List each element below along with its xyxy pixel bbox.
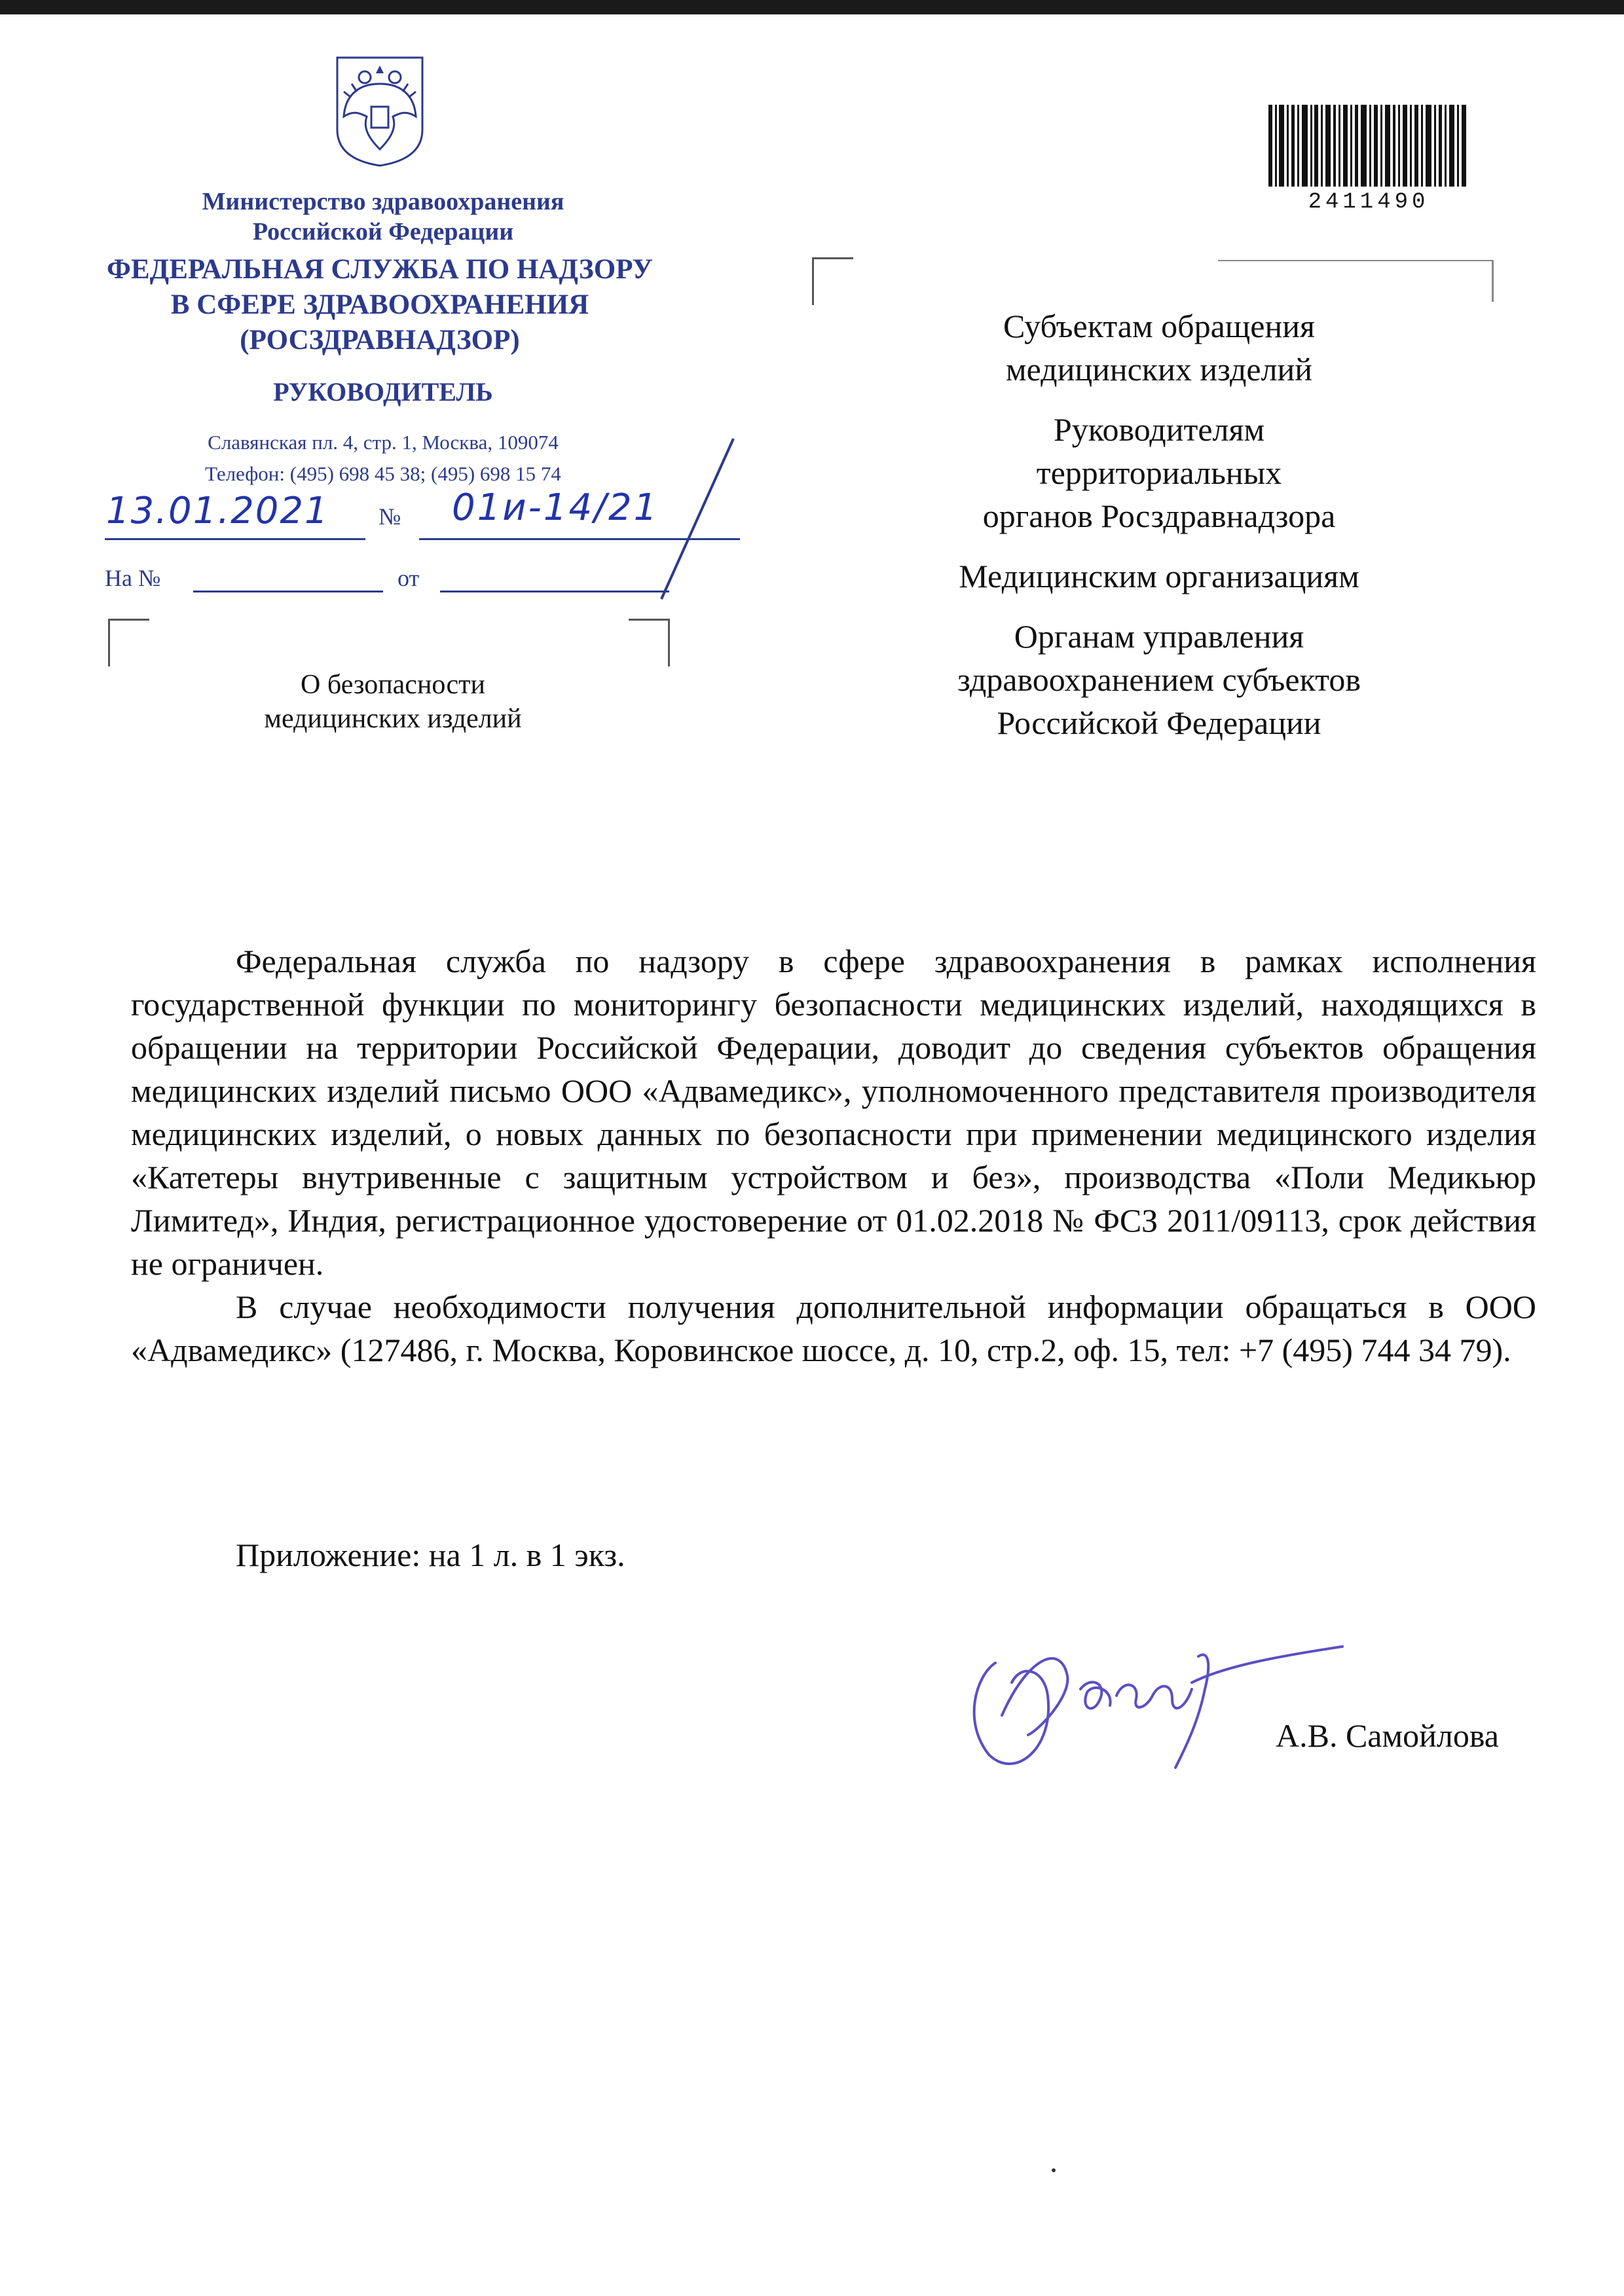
head-title: РУКОВОДИТЕЛЬ — [273, 377, 493, 407]
recipient-line: Медицинским организациям — [959, 558, 1359, 594]
subject-line-2: медицинских изделий — [264, 704, 522, 734]
recipient-bracket-right — [1218, 260, 1494, 302]
subject-line-1: О безопасности — [301, 670, 485, 700]
recipient-line: Руководителям — [1053, 411, 1265, 448]
attachment-note: Приложение: на 1 л. в 1 экз. — [236, 1537, 625, 1573]
date-underline — [105, 538, 365, 540]
recipient-group — [891, 555, 1428, 598]
reply-to-label: На № — [105, 565, 161, 591]
reply-from-label: от — [397, 565, 420, 591]
letter-number: 01и-14/21 — [452, 486, 659, 529]
scan-top-edge — [0, 0, 1624, 14]
recipient-group — [891, 304, 1428, 391]
number-underline — [419, 538, 740, 540]
recipient-bracket-left — [812, 257, 853, 305]
letter-date: 13.01.2021 — [106, 490, 329, 532]
recipient-line: здравоохранением субъектов — [957, 661, 1361, 698]
coat-of-arms-icon — [331, 51, 429, 169]
scan-speck — [1052, 2168, 1056, 2172]
recipients-block — [891, 304, 1428, 761]
number-label: № — [378, 503, 401, 530]
signatory-name: А.В. Самойлова — [1276, 1717, 1499, 1754]
recipient-group — [891, 408, 1428, 538]
ministry-name — [164, 187, 602, 247]
recipient-line: медицинских изделий — [1005, 351, 1313, 388]
reply-date-line — [440, 591, 669, 592]
recipient-line: Субъектам обращения — [1003, 308, 1315, 344]
recipient-line: территориальных — [1036, 454, 1282, 491]
letter-body — [131, 939, 1536, 1372]
handwritten-signature — [950, 1617, 1375, 1813]
subject-bracket-right — [629, 619, 670, 666]
slash-mark — [648, 435, 740, 606]
service-line-2: В СФЕРЕ ЗДРАВООХРАНЕНИЯ — [170, 289, 589, 320]
address-block — [138, 427, 629, 490]
recipient-line: органов Росздравнадзора — [982, 498, 1336, 534]
ministry-line-1: Министерство здравоохранения — [202, 188, 564, 215]
phone: Телефон: (495) 698 45 38; (495) 698 15 74 — [205, 462, 561, 485]
barcode — [1267, 105, 1470, 190]
subject-bracket-left — [108, 619, 149, 666]
service-name — [92, 252, 668, 358]
service-line-3: (РОСЗДРАВНАДЗОР) — [240, 325, 520, 355]
ministry-line-2: Российской Федерации — [252, 218, 514, 246]
reply-number-line — [193, 591, 383, 592]
barcode-number: 2411490 — [1308, 190, 1430, 215]
service-line-1: ФЕДЕРАЛЬНАЯ СЛУЖБА ПО НАДЗОРУ — [107, 254, 653, 285]
recipient-line: Органам управления — [1014, 618, 1304, 655]
letter-subject — [196, 668, 589, 736]
body-paragraph-1: Федеральная служба по надзору в сфере здравоохранения в рамках исполнения государственной функции по мониторингу безопасности медицинских изделий, находящихся в обращении на территории Российской Федерации, доводит до сведения субъектов обращения медицинских изделий письмо ООО «Адвамедикс», уполномоченного представителя производителя медицинских изделий, о новых данных по безопасности при применении медицинского изделия «Катетеры внутривенные с защитным устройством и без», производства «Поли Медикьюр Лимитед», Индия, регистрационное удостоверение от 01.02.2018 № ФСЗ 2011/09113, срок действия не ограничен. — [131, 943, 1536, 1282]
recipient-line: Российской Федерации — [997, 704, 1321, 741]
body-paragraph-2: В случае необходимости получения дополнительной информации обращаться в ООО «Адвамедикс» (127486, г. Москва, Коровинское шоссе, д. 10, стр.2, оф. 15, тел: +7 (495) 744 34 79). — [131, 1288, 1536, 1368]
recipient-group — [891, 615, 1428, 744]
address: Славянская пл. 4, стр. 1, Москва, 109074 — [208, 431, 559, 454]
